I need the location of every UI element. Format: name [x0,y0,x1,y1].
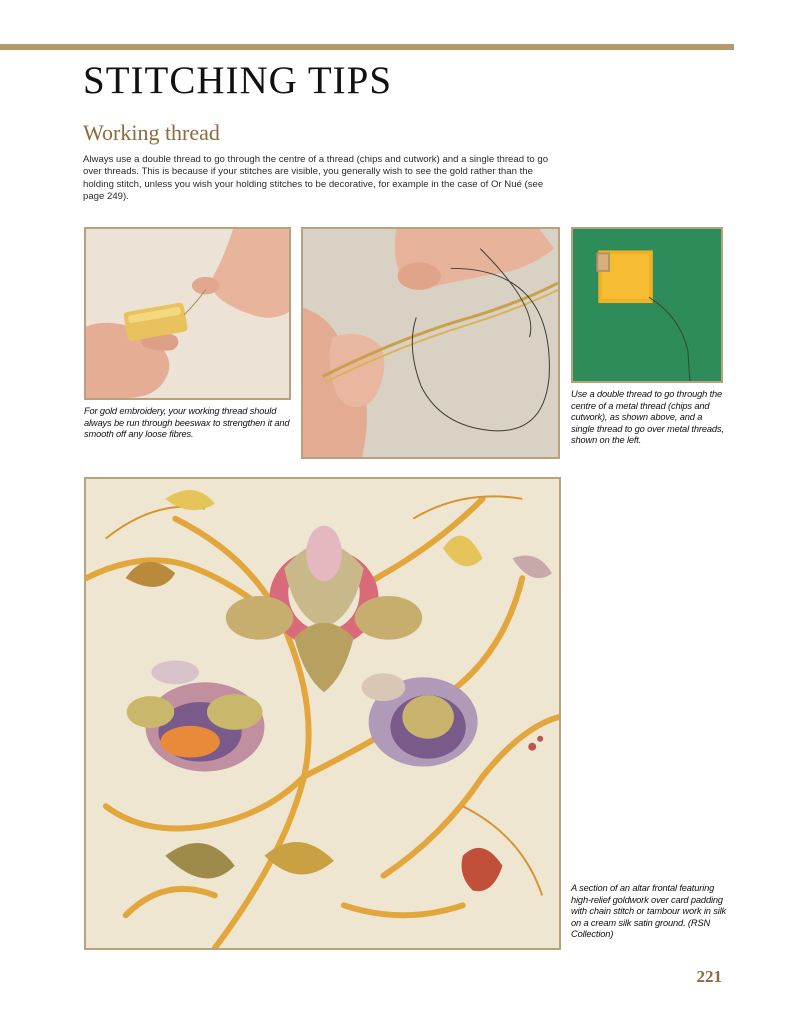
intro-paragraph: Always use a double thread to go through the centre of a thread (chips and cutwork) and a single thread to go over threads. This is because if your stitches are visible, you generally wish to see the gold rather than the holding stitch, unless you wish your holding stitches to be decorative, for example in the case of Or Nué (see page 249). [83,154,549,203]
page-number: 221 [696,967,722,986]
page-title: STITCHING TIPS [83,59,393,102]
caption-altar-frontal: A section of an altar frontal featuring high-relief goldwork over card padding with chain stitch or tambour work in silk on a cream silk satin ground. (RSN Collection) [571,883,727,940]
caption-beeswax: For gold embroidery, your working thread should always be run through beeswax to strengthen it and smooth off any loose fibres. [84,406,290,440]
caption-double-thread: Use a double thread to go through the centre of a metal thread (chips and cutwork), as shown above, and a single thread to go over metal threads, shown on the left. [571,389,724,446]
altar-frontal-photo [84,477,561,950]
green-ground-photo [571,227,723,383]
section-heading: Working thread [83,120,220,145]
top-rule [0,44,734,50]
threading-photo [301,227,560,459]
beeswax-photo [84,227,291,400]
